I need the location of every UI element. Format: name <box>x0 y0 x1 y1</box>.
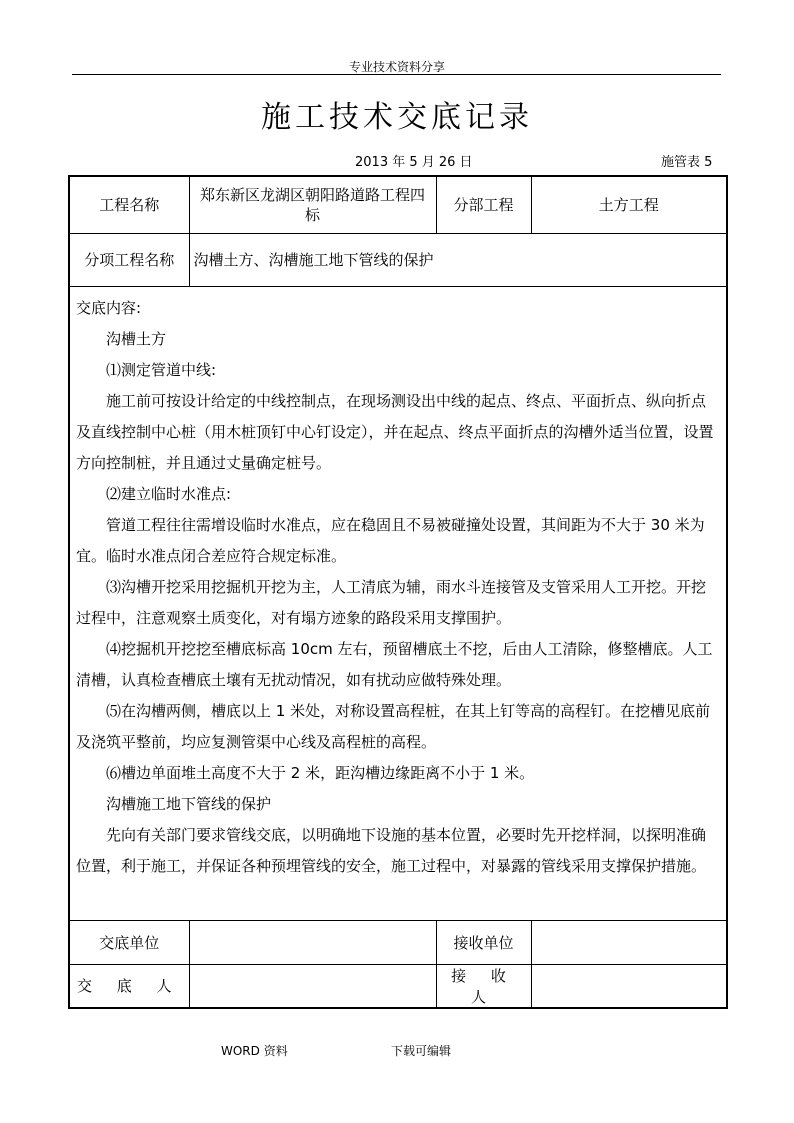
receiver-person-value[interactable] <box>531 964 727 1008</box>
content-paragraph: 施工前可按设计给定的中线控制点，在现场测设出中线的起点、终点、平面折点、纵向折点及直线控制中心桩（用木桩顶钉中心钉设定），并在起点、终点平面折点的沟槽外适当位置，设置方向控制桩，并且通过丈量确定桩号。 <box>76 391 714 472</box>
disclosure-content <box>69 286 727 920</box>
subitem-value: 沟槽土方、沟槽施工地下管线的保护 <box>189 233 727 286</box>
content-paragraph: 管道工程往往需增设临时水准点，应在稳固且不易被碰撞处设置，其间距为不大于 30 米为宜。临时水准点闭合差应符合规定标准。 <box>76 515 705 565</box>
page-header: 专业技术资料分享 <box>348 60 445 74</box>
content-row <box>69 286 727 920</box>
content-paragraph: 沟槽施工地下管线的保护 <box>106 794 272 813</box>
content-paragraph: ⑷挖掘机开挖挖至槽底标高 10cm 左右，预留槽底土不挖，后由人工清除，修整槽底。人工清槽，认真检查槽底土壤有无扰动情况，如有扰动应做特殊处理。 <box>76 639 713 689</box>
content-heading: 交底内容: <box>76 298 142 317</box>
giver-unit-value[interactable] <box>189 920 436 964</box>
record-date: 2013 年 5 月 26 日 <box>355 155 473 170</box>
person-row <box>69 964 727 1008</box>
division-label: 分部工程 <box>436 176 531 233</box>
unit-row <box>69 920 727 964</box>
footer-right: 下载可编辑 <box>391 1044 452 1058</box>
header-divider <box>72 74 721 75</box>
footer-left: WORD 资料 <box>221 1044 288 1058</box>
receiver-unit-label: 接收单位 <box>436 920 531 964</box>
form-number: 施管表 5 <box>661 155 713 170</box>
project-row <box>69 176 727 233</box>
project-name-value: 郑东新区龙湖区朝阳路道路工程四标 <box>189 176 436 233</box>
content-paragraph: ⑵建立临时水准点: <box>106 484 232 503</box>
disclosure-table <box>68 175 728 1009</box>
content-paragraph: ⑹槽边单面堆土高度不大于 2 米，距沟槽边缘距离不小于 1 米。 <box>106 763 535 782</box>
content-paragraph: ⑴测定管道中线: <box>106 360 217 379</box>
content-paragraph: 沟槽土方 <box>106 329 167 348</box>
project-name-label: 工程名称 <box>69 176 189 233</box>
subitem-row <box>69 233 727 286</box>
giver-unit-label: 交底单位 <box>69 920 189 964</box>
content-paragraph: 先向有关部门要求管线交底，以明确地下设施的基本位置，必要时先开挖样洞，以探明准确位置，利于施工，并保证各种预埋管线的安全，施工过程中，对暴露的管线采用支撑保护措施。 <box>76 825 707 875</box>
document-title: 施工技术交底记录 <box>261 100 533 135</box>
content-paragraph: ⑸在沟槽两侧，槽底以上 1 米处，对称设置高程桩，在其上钉等高的高程钉。在挖槽见底前及浇筑平整前，均应复测管渠中心线及高程桩的高程。 <box>76 701 711 751</box>
content-paragraph: ⑶沟槽开挖采用挖掘机开挖为主，人工清底为辅，雨水斗连接管及支管采用人工开挖。开挖过程中，注意观察土质变化，对有塌方迹象的路段采用支撑围护。 <box>76 577 707 627</box>
receiver-unit-value[interactable] <box>531 920 727 964</box>
receiver-person-label: 接 收 人 <box>436 964 531 1008</box>
giver-person-value[interactable] <box>189 964 436 1008</box>
giver-person-label: 交 底 人 <box>69 964 189 1008</box>
subitem-label: 分项工程名称 <box>69 233 189 286</box>
division-value: 土方工程 <box>531 176 727 233</box>
